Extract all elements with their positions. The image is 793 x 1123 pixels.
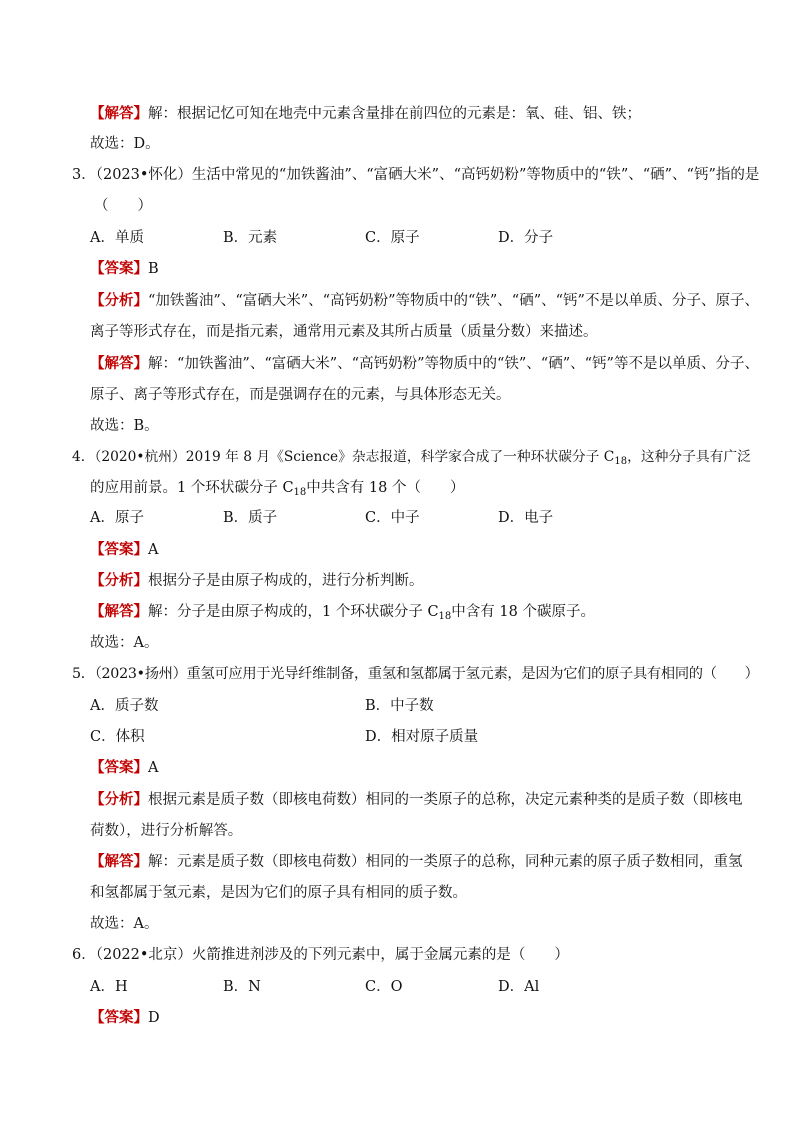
q4-subscript: 18 bbox=[293, 487, 307, 498]
solution-tag: 【解答】 bbox=[90, 355, 148, 372]
q5-option-d: D．相对原子质量 bbox=[365, 729, 479, 745]
q3-stem-line1: 3．（2023•怀化）生活中常见的“加铁酱油”、“富硒大米”、“高钙奶粉”等物质中的“铁”、“硒”、“钙”指的是 bbox=[72, 167, 760, 183]
q4-answer-line bbox=[90, 540, 158, 560]
q4-answer-value: A bbox=[148, 542, 159, 558]
q5-option-c: C．体积 bbox=[90, 729, 145, 745]
q3-choose: 故选：B。 bbox=[90, 418, 159, 434]
q3-analysis-text1: “加铁酱油”、“富硒大米”、“高钙奶粉”等物质中的“铁”、“硒”、“钙”不是以单质、分子、原子、 bbox=[148, 293, 759, 309]
q4-option-d: D．电子 bbox=[498, 510, 554, 526]
q4-solution-line bbox=[90, 602, 595, 622]
q5-answer-value: A bbox=[148, 760, 159, 776]
q4-stem2-post: 中共含有 18 个（ ） bbox=[306, 480, 465, 496]
q5-analysis-line1 bbox=[90, 790, 743, 810]
q5-solution-text1: 解：元素是质子数（即核电荷数）相同的一类原子的总称，同种元素的原子质子数相同，重氢 bbox=[148, 854, 743, 870]
q5-stem: 5．（2023•扬州）重氢可应用于光导纤维制备，重氢和氢都属于氢元素，是因为它们的原子具有相同的（ ） bbox=[72, 666, 759, 682]
q3-solution-line2: 原子、离子等形式存在，而是强调存在的元素，与具体形态无关。 bbox=[90, 387, 511, 403]
q6-option-c: C．O bbox=[365, 979, 403, 995]
q3-option-d: D．分子 bbox=[498, 230, 554, 246]
q2-solution-text: 解：根据记忆可知在地壳中元素含量排在前四位的元素是：氧、硅、铝、铁； bbox=[148, 106, 641, 122]
q4-choose: 故选：A。 bbox=[90, 635, 159, 651]
q4-analysis-text: 根据分子是由原子构成的，进行分析判断。 bbox=[148, 573, 424, 589]
q4-option-c: C．中子 bbox=[365, 510, 420, 526]
q4-stem-line2 bbox=[90, 478, 464, 498]
q4-option-b: B．质子 bbox=[223, 510, 278, 526]
analysis-tag: 【分析】 bbox=[90, 572, 148, 589]
q2-solution-line bbox=[90, 104, 641, 124]
q3-analysis-line1 bbox=[90, 291, 759, 311]
q4-solution-pre: 解：分子是由原子构成的，1 个环状碳分子 C bbox=[148, 604, 439, 620]
q6-stem: 6．（2022•北京）火箭推进剂涉及的下列元素中，属于金属元素的是（ ） bbox=[72, 947, 569, 963]
q4-solution-post: 中含有 18 个碳原子。 bbox=[451, 604, 595, 620]
answer-tag: 【答案】 bbox=[90, 541, 148, 558]
q3-answer-value: B bbox=[148, 261, 159, 277]
q4-stem-line1 bbox=[72, 447, 751, 467]
solution-tag: 【解答】 bbox=[90, 105, 148, 122]
q5-answer-line bbox=[90, 758, 158, 778]
solution-tag: 【解答】 bbox=[90, 853, 148, 870]
q5-option-b: B．中子数 bbox=[365, 698, 434, 714]
answer-tag: 【答案】 bbox=[90, 759, 148, 776]
q3-option-b: B．元素 bbox=[223, 230, 278, 246]
q6-answer-value: D bbox=[148, 1010, 160, 1026]
q2-choose: 故选：D。 bbox=[90, 136, 160, 152]
q3-solution-text1: 解：“加铁酱油”、“富硒大米”、“高钙奶粉”等物质中的“铁”、“硒”、“钙”等不是以单质、分子、 bbox=[148, 356, 759, 372]
q5-solution-line1 bbox=[90, 852, 743, 872]
q6-option-d: D．Al bbox=[498, 979, 540, 995]
q6-option-b: B．N bbox=[223, 979, 261, 995]
q4-option-a: A．原子 bbox=[90, 510, 144, 526]
q3-answer-line bbox=[90, 259, 159, 279]
solution-tag: 【解答】 bbox=[90, 603, 148, 620]
q3-option-c: C．原子 bbox=[365, 230, 420, 246]
q6-option-a: A．H bbox=[90, 979, 128, 995]
q3-option-a: A．单质 bbox=[90, 230, 144, 246]
q4-stem1-post: ，这种分子具有广泛 bbox=[627, 449, 751, 465]
q5-option-a: A．质子数 bbox=[90, 698, 159, 714]
q3-stem-line2: （ ） bbox=[94, 198, 152, 214]
q4-analysis-line bbox=[90, 571, 424, 591]
q3-analysis-line2: 离子等形式存在，而是指元素，通常用元素及其所占质量（质量分数）来描述。 bbox=[90, 324, 598, 340]
answer-tag: 【答案】 bbox=[90, 260, 148, 277]
q4-stem2-pre: 的应用前景。1 个环状碳分子 C bbox=[90, 480, 294, 496]
answer-tag: 【答案】 bbox=[90, 1009, 148, 1026]
q5-analysis-line2: 荷数），进行分析解答。 bbox=[90, 823, 243, 839]
q5-solution-line2: 和氢都属于氢元素，是因为它们的原子具有相同的质子数。 bbox=[90, 885, 467, 901]
q4-stem1-pre: 4．（2020•杭州）2019 年 8 月《Science》杂志报道，科学家合成了一种环状碳分子 C bbox=[72, 449, 615, 465]
q5-choose: 故选：A。 bbox=[90, 916, 159, 932]
q4-subscript: 18 bbox=[614, 456, 628, 467]
q3-solution-line1 bbox=[90, 354, 759, 374]
analysis-tag: 【分析】 bbox=[90, 791, 148, 808]
q4-subscript: 18 bbox=[438, 611, 452, 622]
analysis-tag: 【分析】 bbox=[90, 292, 148, 309]
q6-answer-line bbox=[90, 1008, 160, 1028]
q5-analysis-text1: 根据元素是质子数（即核电荷数）相同的一类原子的总称，决定元素种类的是质子数（即核电 bbox=[148, 792, 743, 808]
